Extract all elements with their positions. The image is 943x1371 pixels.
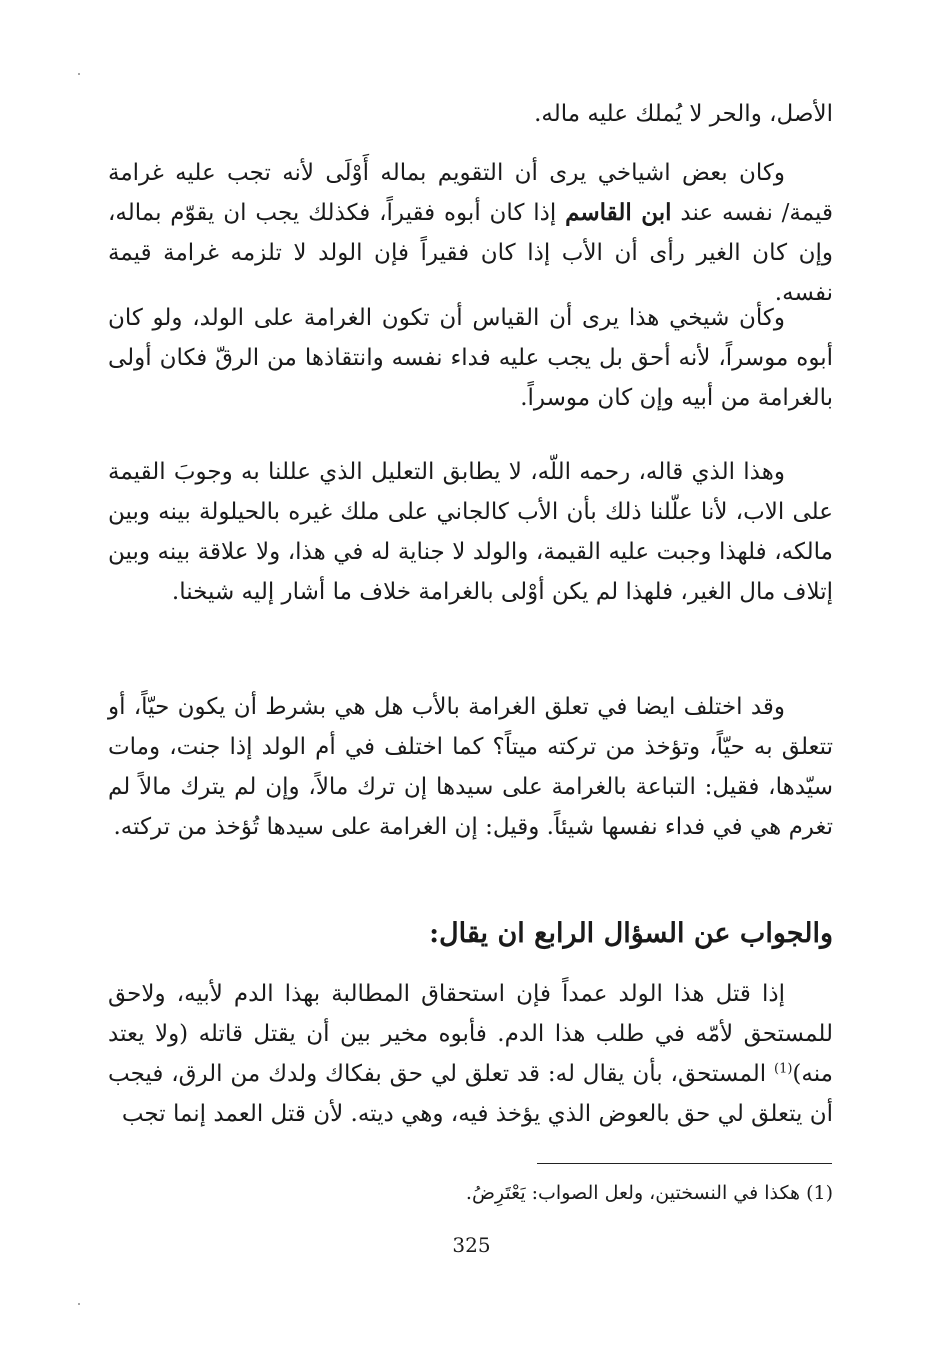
paragraph-5 <box>108 974 833 1134</box>
paragraph-2: وكأن شيخي هذا يرى أن القياس أن تكون الغرامة على الولد، ولو كان أبوه موسراً، لأنه أحق بل يجب عليه فداء نفسه وانتقاذها من الرقّ فكان أولى بالغرامة من أبيه وإن كان موسراً. <box>108 305 833 411</box>
footnote-reference[interactable]: (1) <box>773 1061 793 1077</box>
page-number: 325 <box>452 1233 491 1257</box>
paragraph-3: وهذا الذي قاله، رحمه اللّه، لا يطابق التعليل الذي عللنا به وجوبَ القيمة على الاب، لأنا علّلنا ذلك بأن الأب كالجاني على ملك غيره بالحيلولة بينه وبين مالكه، فلهذا وجبت عليه القيمة، والولد لا جناية له في هذا، ولا علاقة بينه وبين إتلاف مال الغير، فلهذا لم يكن أوْلى بالغرامة خلاف ما أشار إليه شيخنا. <box>108 459 833 605</box>
paragraph-1 <box>108 153 833 313</box>
paragraph-1-text-b: إذا كان أبوه فقيراً، فكذلك يجب ان يقوّم بماله، وإن كان الغير رأى أن الأب إذا كان فقيراً فإن الولد لا تلزمه غرامة قيمة نفسه. <box>108 200 833 306</box>
footnote-text: هكذا في النسختين، ولعل الصواب: يَعْتَرِضُ. <box>465 1182 801 1204</box>
author-name-bold: ابن القاسم <box>565 199 672 226</box>
scan-speck <box>78 1303 80 1305</box>
paragraph-continuation: الأصل، والحر لا يُملك عليه ماله. <box>534 101 833 127</box>
footnote <box>108 1178 833 1208</box>
paragraph-5-text-a: إذا قتل هذا الولد عمداً فإن استحقاق المطالبة بهذا الدم لأبيه، ولاحق للمستحق لأمّه في طلب هذا الدم. فأبوه مخير بين أن يقتل قاتله (ولا يعتد منه) <box>108 981 833 1087</box>
paragraph-4: وقد اختلف ايضا في تعلق الغرامة بالأب هل هي بشرط أن يكون حيّاً، أو تتعلق به حيّاً، وتؤخذ من تركته ميتاً؟ كما اختلف في أم الولد إذا جنت، ومات سيّدها، فقيل: التباعة بالغرامة على سيدها إن ترك مالاً، وإن لم يترك مالاً لم تغرم هي في فداء نفسها شيئاً. وقيل: إن الغرامة على سيدها تُؤخذ من تركته. <box>108 694 833 840</box>
paragraph-5-text-b: المستحق، بأن يقال له: قد تعلق لي حق بفكاك ولدك من الرق، فيجب أن يتعلق لي حق بالعوض الذي يؤخذ فيه، وهي ديته. لأن قتل العمد إنما تجب <box>108 1061 833 1127</box>
paragraph-1-text-a: وكان بعض اشياخي يرى أن التقويم بماله أَوْلَى لأنه تجب عليه غرامة قيمة/ نفسه عند <box>108 160 833 226</box>
scan-speck <box>78 73 80 75</box>
footnote-marker: (1) <box>806 1182 833 1204</box>
footnote-divider <box>537 1163 832 1164</box>
section-heading: والجواب عن السؤال الرابع ان يقال: <box>429 918 833 949</box>
